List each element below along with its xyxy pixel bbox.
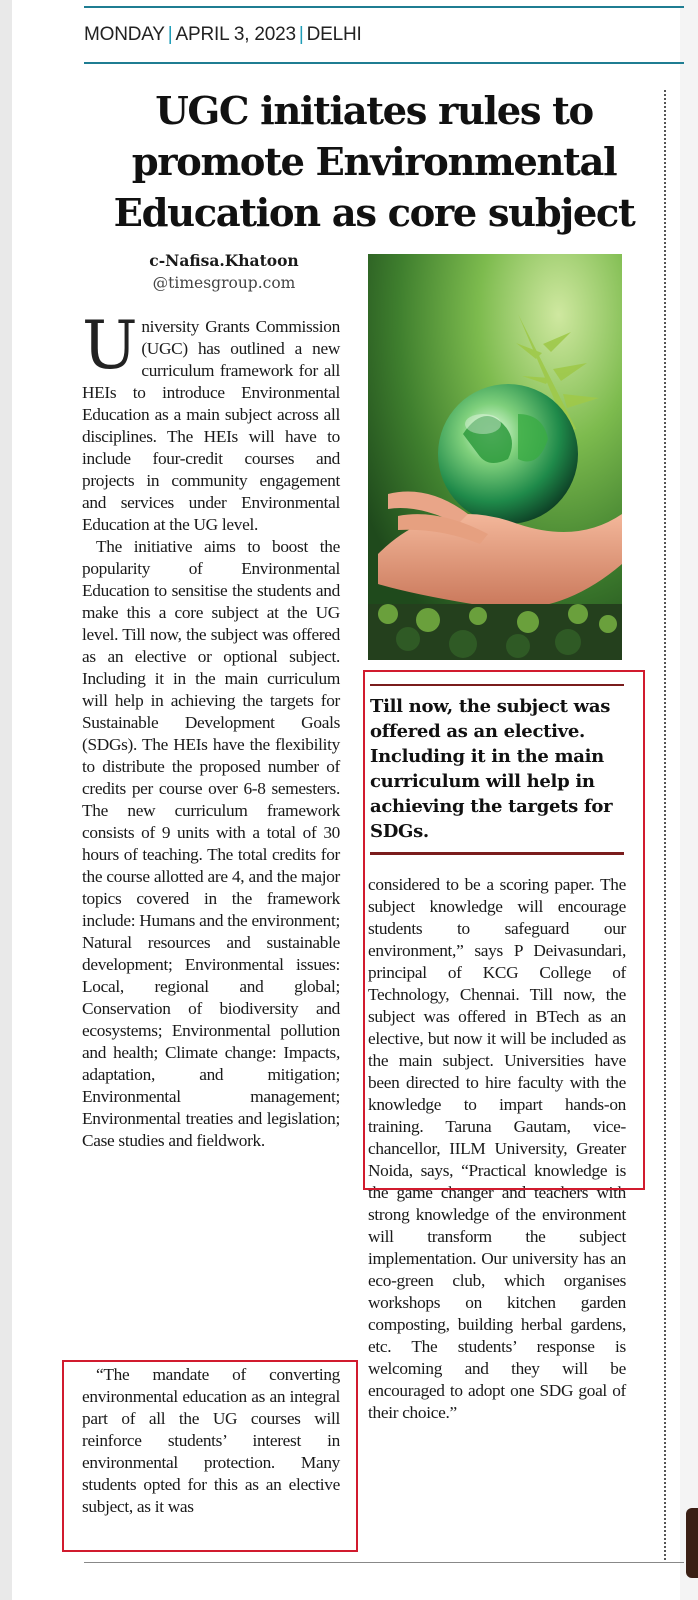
byline-email: @timesgroup.com [152, 274, 296, 292]
paragraph-intro [82, 307, 340, 536]
paragraph-intro-text: niversity Grants Commission (UGC) has outlined a new curriculum framework for all HEIs to introduce Environmental Education as a main subject across all disciplines. The HEIs will have to include four-credit courses and projects in community engagement and services under Environmental Education at the UG level. [82, 317, 340, 534]
bottom-rule [84, 1562, 684, 1563]
headline [84, 86, 664, 239]
highlight-box-pullquote [363, 670, 645, 1190]
photo-illustration [368, 254, 622, 660]
article-column-1 [82, 307, 340, 1152]
headline-line: UGC initiates rules to [155, 89, 593, 134]
dateline-day: MONDAY [84, 24, 165, 45]
headline-line: promote Environmental [131, 140, 617, 185]
dateline-city: DELHI [306, 24, 362, 45]
dateline-date: APRIL 3, 2023 [175, 24, 296, 45]
paragraph-continued: considered to be a scoring paper. The subject knowledge will encourage students to safeguard our environment,” says P Deivasundari, principal of KCG College of Technology, Chennai. Till now, the subject was offered in BTech as an elective, but now it will be included as the main subject. Universities have been directed to hire faculty with the knowledge to impart hands-on training. Taruna Gautam, vice-chancellor, IILM University, Greater Noida, says, “Practical knowledge is the game changer and teachers with strong knowledge of the environment will transform the subject implementation. Our university has an eco-green club, which organises workshops on kitchen garden composting, building herbal gardens, etc. The students’ response is welcoming and they will be encouraged to adopt one SDG goal of their choice.” [368, 875, 626, 1422]
dateline [84, 24, 684, 46]
column-divider [664, 90, 666, 1560]
dateline-separator: | [167, 24, 173, 45]
top-rule [84, 6, 684, 8]
dateline-rule [84, 62, 684, 64]
byline [84, 250, 364, 294]
pullquote: Till now, the subject was offered as an elective. Including it in the main curriculum will help in achieving the targets for SDGs. [370, 696, 613, 842]
byline-name: c-Nafisa.Khatoon [149, 251, 299, 270]
paragraph-quote: “The mandate of converting environmental education as an integral part of all the UG courses will reinforce students’ interest in environmental protection. Many students opted for this as an elective subject, as it was [82, 1365, 340, 1516]
highlight-box-quote [62, 1360, 358, 1552]
headline-line: Education as core subject [113, 191, 635, 236]
dateline-separator: | [298, 24, 304, 45]
page-left-margin [0, 0, 12, 1600]
paragraph-initiative: The initiative aims to boost the popularity of Environmental Education to sensitise the students and make this a core subject at the UG level. Till now, the subject was offered as an elective or optional subject. Including it in the main curriculum will help in achieving the targets for Sustainable Development Goals (SDGs). The HEIs have the flexibility to distribute the proposed number of credits per course over 6-8 semesters. The new curriculum framework consists of 9 units with a total of 30 hours of teaching. The total credits for the course allotted are 4, and the major topics covered in the framework include: Humans and the environment; Natural resources and sustainable development; Environmental issues: Local, regional and global; Conservation of biodiversity and ecosystems; Environmental pollution and health; Climate change: Impacts, adaptation, and mitigation; Environmental management; Environmental treaties and legislation; Case studies and fieldwork. [82, 537, 340, 1150]
drop-cap: U [82, 307, 138, 384]
page-right-edge [680, 0, 698, 1600]
globe-in-hands-photo [368, 254, 622, 660]
page-corner-shadow [686, 1508, 698, 1578]
